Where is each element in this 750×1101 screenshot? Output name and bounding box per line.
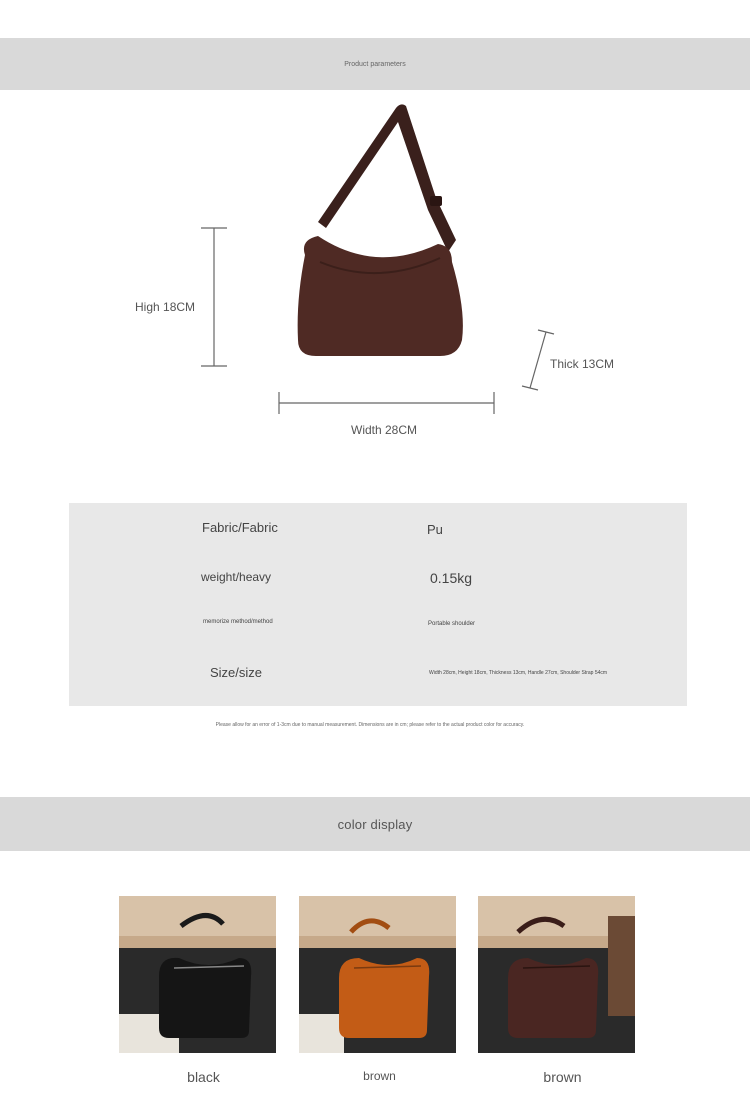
param-value: Width 28cm, Height 18cm, Thickness 13cm, Handle 27cm, Shoulder Strap 54cm: [429, 670, 608, 676]
section-header-color-display: [0, 797, 750, 851]
param-value: Portable shoulder: [428, 621, 476, 627]
param-value: 0.15kg: [430, 570, 473, 586]
color-thumbnail-orange-brown[interactable]: [299, 896, 456, 1053]
param-label: weight/heavy: [201, 570, 272, 584]
bag-strap: [318, 104, 456, 252]
color-thumbnail-dark-brown[interactable]: [478, 896, 635, 1053]
bag-body: [298, 236, 463, 356]
dimension-thick-label: Thick 13CM: [550, 357, 615, 371]
color-label: brown: [363, 1069, 396, 1083]
param-value: Pu: [427, 522, 443, 537]
measurement-note: Please allow for an error of 1-3cm due to manual measurement. Dimensions are in cm; please refer to the actual product color for accuracy.: [215, 722, 525, 728]
param-label: Fabric/Fabric: [202, 520, 278, 535]
section-title: Product parameters: [344, 60, 406, 68]
color-thumbnail-black[interactable]: [119, 896, 276, 1053]
height-guide: [201, 228, 227, 366]
param-label: Size/size: [210, 665, 263, 680]
color-label: black: [187, 1069, 220, 1085]
section-title: color display: [337, 816, 413, 832]
width-guide: [279, 392, 494, 414]
dimension-width-label: Width 28CM: [351, 423, 418, 437]
parameters-table: [69, 503, 687, 706]
param-label: memorize method/method: [203, 619, 273, 625]
color-label: brown: [543, 1069, 582, 1085]
section-header-product-parameters: [0, 38, 750, 90]
strap-buckle: [430, 196, 442, 206]
product-dimension-illustration: [0, 90, 750, 450]
dimension-high-label: High 18CM: [135, 300, 196, 314]
